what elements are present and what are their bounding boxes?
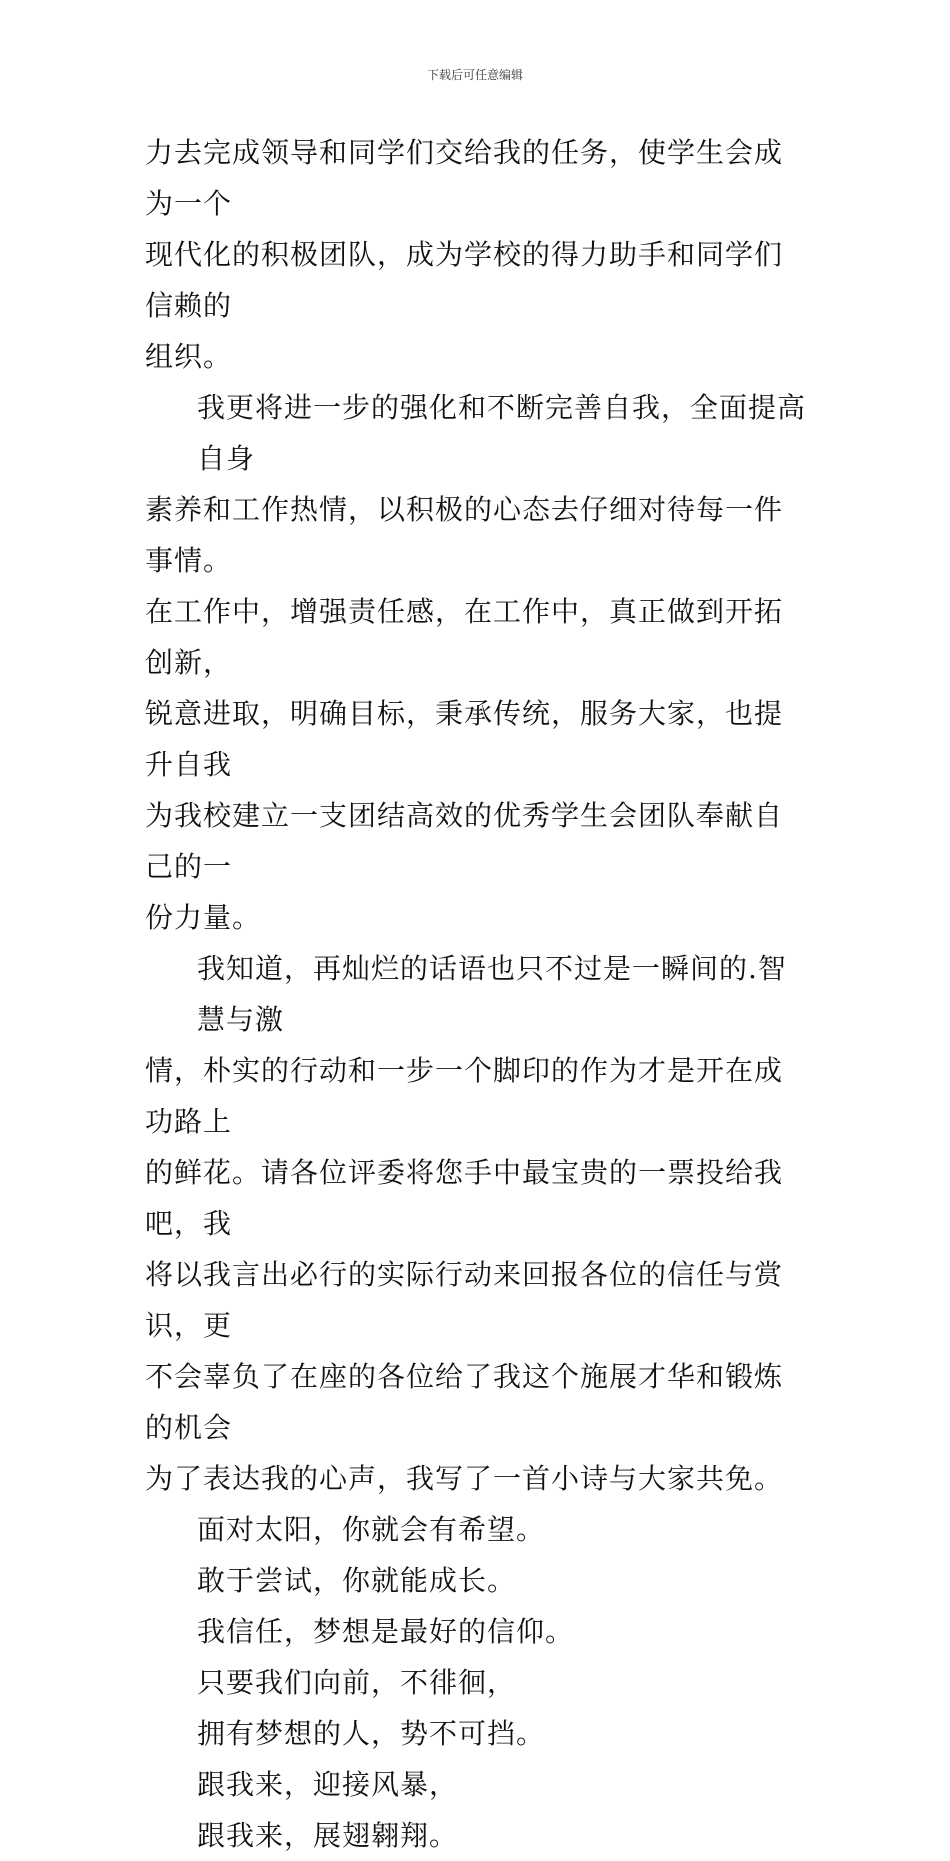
- paragraph-block: [145, 127, 810, 1504]
- poem-line: 面对太阳，你就会有希望。: [197, 1513, 546, 1546]
- text-line: 力去完成领导和同学们交给我的任务，使学生会成为一个: [145, 136, 784, 220]
- text-line: 素养和工作热情，以积极的心态去仔细对待每一件事情。: [145, 493, 784, 577]
- text-line: 为我校建立一支团结高效的优秀学生会团队奉献自己的一: [145, 799, 784, 883]
- document-body: [145, 127, 810, 1861]
- text-line: 组织。: [145, 340, 233, 373]
- text-line: 份力量。: [145, 901, 262, 934]
- poem-line: 敢于尝试，你就能成长。: [197, 1564, 517, 1597]
- text-line: 锐意进取，明确目标，秉承传统，服务大家，也提升自我: [145, 697, 784, 781]
- text-line: 将以我言出必行的实际行动来回报各位的信任与赏识，更: [145, 1258, 784, 1342]
- poem-line: 跟我来，迎接风暴，: [197, 1768, 459, 1801]
- poem-line: 只要我们向前，不徘徊，: [197, 1666, 517, 1699]
- text-line: 在工作中，增强责任感，在工作中，真正做到开拓创新，: [145, 595, 784, 679]
- text-line: 为了表达我的心声，我写了一首小诗与大家共免。: [145, 1462, 784, 1495]
- poem-block: [145, 1504, 810, 1861]
- page-header-note: 下载后可任意编辑: [426, 68, 523, 82]
- text-line: 我知道，再灿烂的话语也只不过是一瞬间的.智慧与激: [197, 952, 787, 1036]
- poem-line: 我信任，梦想是最好的信仰。: [197, 1615, 575, 1648]
- poem-line: 拥有梦想的人，势不可挡。: [197, 1717, 546, 1750]
- text-line: 情，朴实的行动和一步一个脚印的作为才是开在成功路上: [145, 1054, 784, 1138]
- text-line: 的鲜花。请各位评委将您手中最宝贵的一票投给我吧，我: [145, 1156, 784, 1240]
- poem-line: 跟我来，展翅翱翔。: [197, 1819, 459, 1852]
- text-line: 不会辜负了在座的各位给了我这个施展才华和锻炼的机会: [145, 1360, 784, 1444]
- text-line: 现代化的积极团队，成为学校的得力助手和同学们信赖的: [145, 238, 784, 322]
- text-line: 我更将进一步的强化和不断完善自我，全面提高自身: [197, 391, 807, 475]
